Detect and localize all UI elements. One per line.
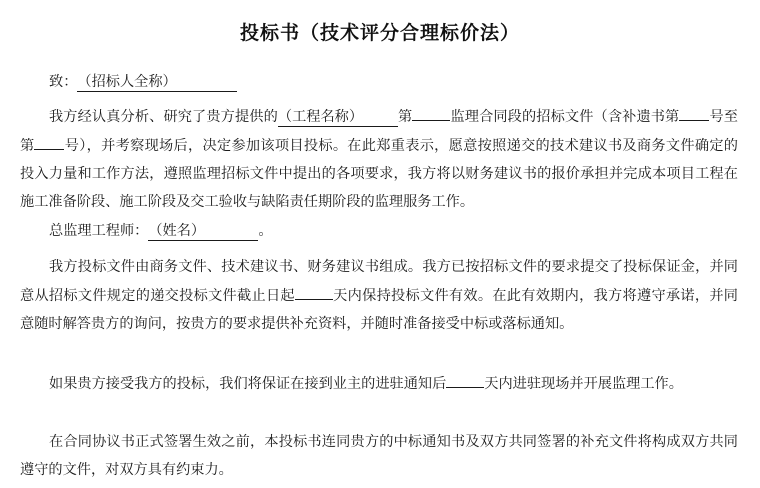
para1-text-4: 号至第	[20, 109, 738, 154]
para2-text-2: 天内保持投标文件有效。在此有效期内，我方将遵守承诺，并同意随时解答贵方的询问，按贵方的要求提供补充资料，并随时准备接受中标或落标通知。	[20, 288, 738, 332]
para1-text-2: 第	[397, 109, 413, 125]
validity-days-blank	[295, 281, 333, 300]
para2-text-1: 我方投标文件由商务文件、技术建议书、财务建议书组成。我方已按招标文件的要求提交了投标保证金，并同意从招标文件规定的递交投标文件截止日起	[20, 259, 738, 304]
engineer-name-blank: （姓名）	[148, 222, 258, 241]
para3-text-1: 如果贵方接受我方的投标，我们将保证在接到业主的进驻通知后	[49, 376, 447, 392]
para1-text-5: 号），并考察现场后，决定参加该项目投标。在此郑重表示，愿意按照递交的技术建议书及商务文件确定的投入力量和工作方法，遵照监理招标文件中提出的各项要求，我方将以财务建议书的报价承担并完成本项目工程在施工准备阶段、施工阶段及交工验收与缺陷责任期阶段的监理服务工作。	[20, 138, 738, 210]
document-title: 投标书（技术评分合理标价法）	[239, 22, 520, 44]
chief-engineer-label: 总监理工程师：	[49, 223, 149, 239]
chief-engineer-line	[20, 217, 738, 245]
addendum-to-blank	[34, 131, 64, 150]
para1-text-1: 我方经认真分析、研究了贵方提供的	[49, 109, 278, 125]
paragraph-binding	[20, 428, 738, 484]
paragraph-mobilization	[20, 369, 738, 398]
mobilization-days-blank	[446, 369, 484, 388]
para4-text: 在合同协议书正式签署生效之前，本投标书连同贵方的中标通知书及双方共同签署的补充文件将构成双方共同遵守的文件，对双方具有约束力。	[20, 434, 738, 478]
engineer-suffix: 。	[258, 223, 273, 239]
para3-text-2: 天内进驻现场并开展监理工作。	[484, 376, 683, 392]
salutation-line	[20, 68, 738, 96]
paragraph-intent	[20, 102, 738, 216]
section-number-blank	[412, 102, 450, 121]
paragraph-validity	[20, 253, 738, 338]
salutation-prefix: 致：	[49, 74, 78, 90]
recipient-blank: （招标人全称）	[77, 73, 237, 92]
para1-text-3: 监理合同段的招标文件（含补遗书第	[450, 109, 680, 125]
addendum-from-blank	[679, 102, 709, 121]
project-name-blank: （工程名称）	[278, 108, 398, 127]
